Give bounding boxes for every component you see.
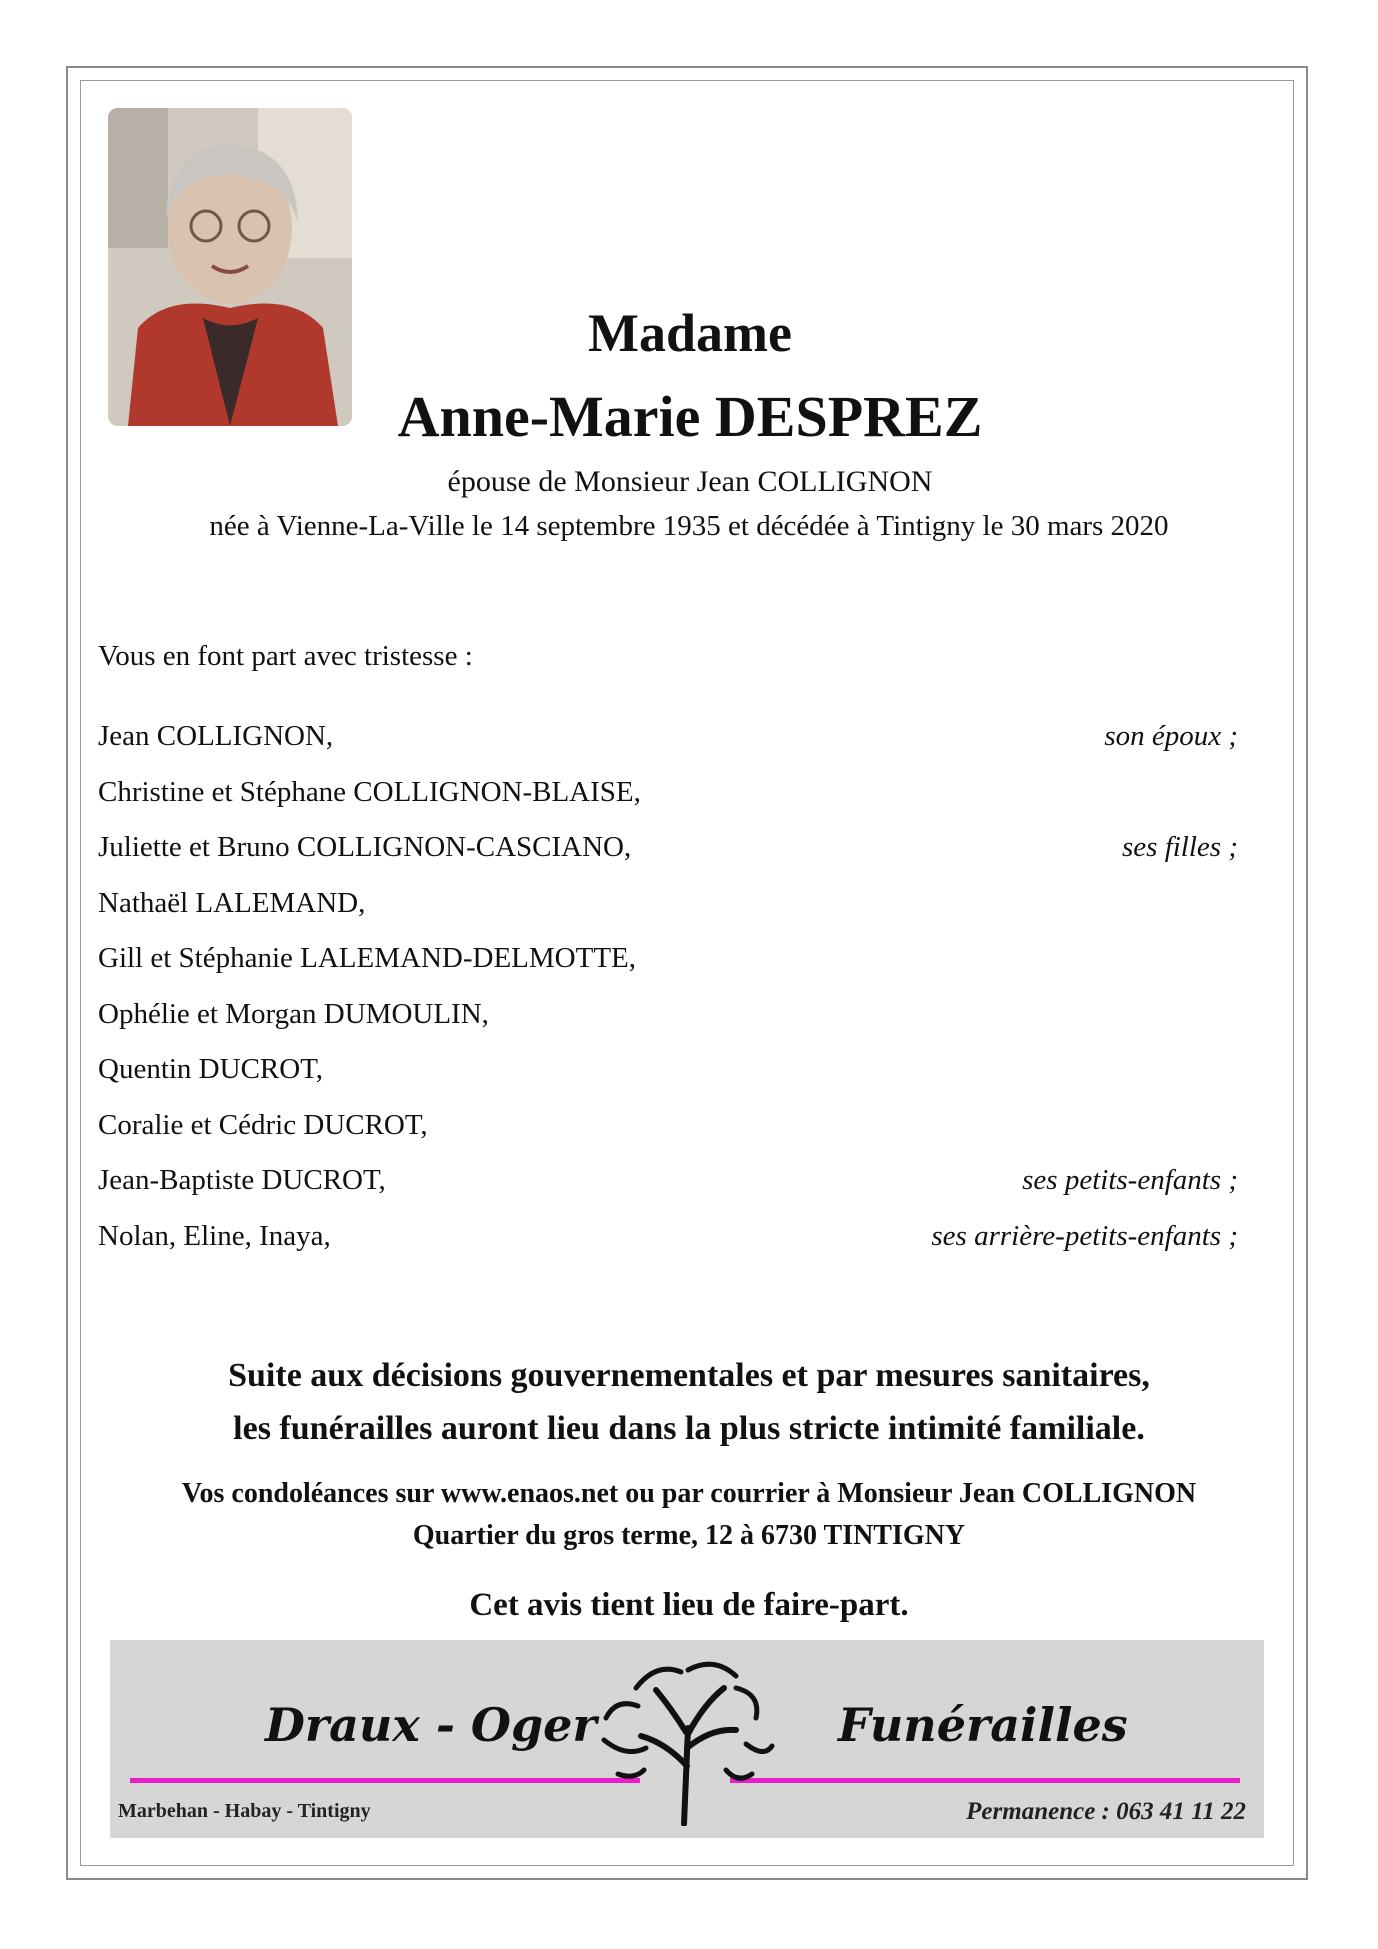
mourner-name: Coralie et Cédric DUCROT, (98, 1108, 428, 1141)
announcement-intro: Vous en font part avec tristesse : (98, 640, 473, 672)
list-item (98, 716, 1238, 772)
honorific-title: Madame (588, 303, 792, 363)
mourner-name: Quentin DUCROT, (98, 1053, 324, 1085)
mourners-list (98, 716, 1238, 1271)
mourner-name: Christine et Stéphane COLLIGNON-BLAISE, (98, 775, 641, 808)
mourner-name: Nolan, Eline, Inaya, (98, 1219, 331, 1252)
list-item (98, 827, 1238, 883)
mourner-name: Nathaël LALEMAND, (98, 886, 366, 919)
birth-death-line: née à Vienne-La-Ville le 14 septembre 1935 et décédée à Tintigny le 30 mars 2020 (209, 510, 1169, 542)
mourner-name: Jean-Baptiste DUCROT, (98, 1164, 386, 1196)
sanitary-notice-line2: les funérailles auront lieu dans la plus stricte intimité familiale. (233, 1410, 1145, 1447)
branch-towns: Marbehan - Habay - Tintigny (118, 1800, 371, 1822)
brand-name-right: Funérailles (838, 1698, 1128, 1752)
mourner-name: Juliette et Bruno COLLIGNON-CASCIANO, (98, 831, 632, 863)
mourner-relation: ses petits-enfants ; (1022, 1164, 1238, 1196)
mourner-relation: ses arrière-petits-enfants ; (931, 1219, 1238, 1252)
faire-part-line: Cet avis tient lieu de faire-part. (469, 1587, 909, 1623)
list-item (98, 772, 1238, 828)
spouse-line: épouse de Monsieur Jean COLLIGNON (447, 465, 933, 498)
mourner-name: Gill et Stéphanie LALEMAND-DELMOTTE, (98, 942, 637, 974)
mourner-relation: ses filles ; (1122, 831, 1238, 863)
brand-name-left: Draux - Oger (265, 1698, 597, 1752)
mourner-name: Jean COLLIGNON, (98, 720, 334, 752)
divider-right (730, 1778, 1240, 1783)
address-line: Quartier du gros terme, 12 à 6730 TINTIGNY (412, 1520, 966, 1551)
mourner-name: Ophélie et Morgan DUMOULIN, (98, 997, 489, 1030)
funeral-home-banner (110, 1640, 1264, 1838)
divider-left (130, 1778, 640, 1783)
condolences-line: Vos condoléances sur www.enaos.net ou par courrier à Monsieur Jean COLLIGNON (181, 1478, 1197, 1509)
tree-icon (596, 1648, 776, 1826)
portrait-photo (108, 108, 352, 426)
mourner-relation: son époux ; (1104, 720, 1238, 752)
permanence-phone: Permanence : 063 41 11 22 (966, 1798, 1246, 1825)
list-item (98, 1160, 1238, 1216)
list-item (98, 938, 1238, 994)
deceased-name: Anne-Marie DESPREZ (397, 384, 983, 449)
list-item (98, 1216, 1238, 1272)
list-item (98, 994, 1238, 1050)
list-item (98, 883, 1238, 939)
sanitary-notice-line1: Suite aux décisions gouvernementales et par mesures sanitaires, (228, 1357, 1150, 1394)
list-item (98, 1105, 1238, 1161)
list-item (98, 1049, 1238, 1105)
